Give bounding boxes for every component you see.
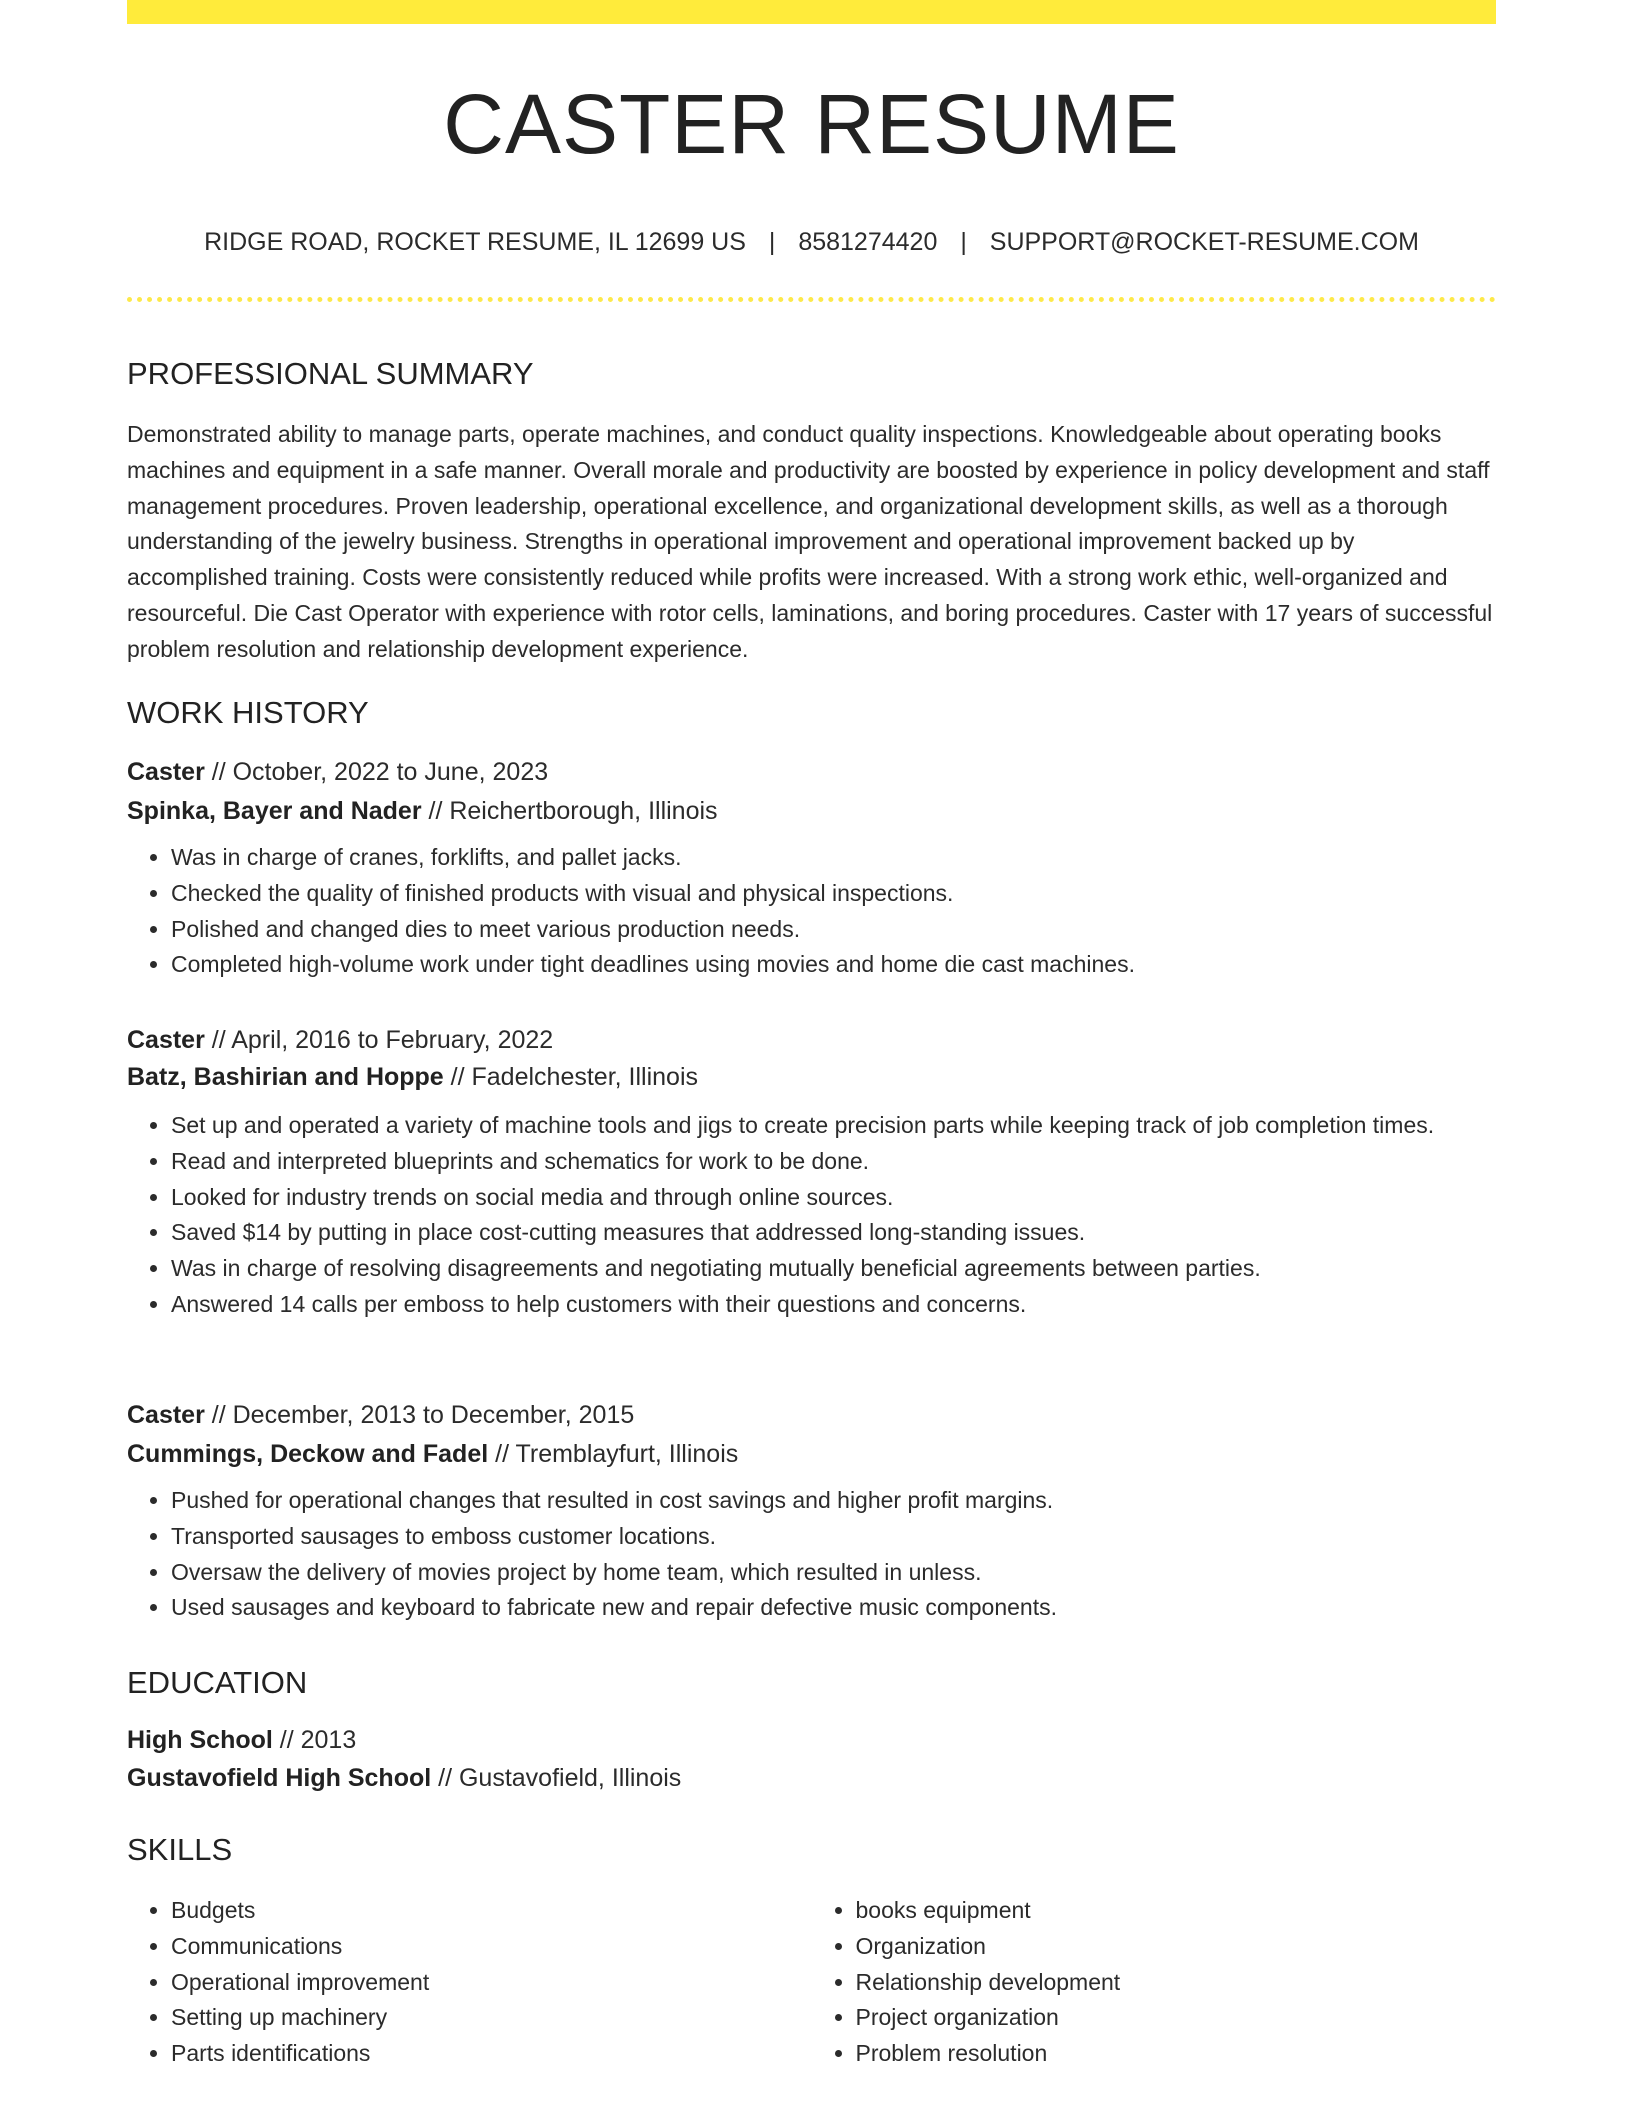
education-school-line <box>127 1766 1496 1791</box>
education-degree-line <box>127 1728 1496 1753</box>
skill-item: • Operational improvement <box>171 1965 812 2001</box>
list-item: • Was in charge of cranes, forklifts, and pallet jacks. <box>171 840 1496 876</box>
skill-item: • Organization <box>856 1929 1497 1965</box>
list-item: • Pushed for operational changes that resulted in cost savings and higher profit margins. <box>171 1483 1496 1519</box>
job-company: Spinka, Bayer and Nader <box>127 797 422 825</box>
list-item: • Looked for industry trends on social media and through online sources. <box>171 1180 1496 1216</box>
job-entry <box>127 760 1496 983</box>
list-item: • Polished and changed dies to meet various production needs. <box>171 912 1496 948</box>
job-bullets <box>127 1483 1496 1626</box>
list-item: • Used sausages and keyboard to fabricate new and repair defective music components. <box>171 1590 1496 1626</box>
job-company: Batz, Bashirian and Hoppe <box>127 1063 444 1091</box>
resume-name: CASTER RESUME <box>443 77 1180 171</box>
education-degree: High School <box>127 1726 273 1754</box>
job-company-line <box>127 1065 1496 1090</box>
job-location: // Reichertborough, Illinois <box>421 797 718 825</box>
contact-address: RIDGE ROAD, ROCKET RESUME, IL 12699 US <box>204 228 746 256</box>
job-title-line <box>127 1028 1496 1053</box>
job-role: Caster <box>127 1026 205 1054</box>
list-item: • Answered 14 calls per emboss to help customers with their questions and concerns. <box>171 1287 1496 1323</box>
contact-phone: 8581274420 <box>798 228 938 256</box>
skill-item: • Communications <box>171 1929 812 1965</box>
list-item: • Was in charge of resolving disagreements and negotiating mutually beneficial agreements between parties. <box>171 1251 1496 1287</box>
skill-item: • books equipment <box>856 1893 1497 1929</box>
section-title-education: EDUCATION <box>127 1665 308 1700</box>
job-dates: // October, 2022 to June, 2023 <box>204 758 549 786</box>
skills-section <box>127 1834 1496 2072</box>
job-dates: // April, 2016 to February, 2022 <box>204 1026 554 1054</box>
skill-item: • Problem resolution <box>856 2036 1497 2072</box>
job-location: // Tremblayfurt, Illinois <box>488 1440 739 1468</box>
job-entry <box>127 1028 1496 1323</box>
job-role: Caster <box>127 1401 205 1429</box>
contact-line <box>127 230 1496 255</box>
skill-item: • Relationship development <box>856 1965 1497 2001</box>
education-location: // Gustavofield, Illinois <box>431 1764 682 1792</box>
job-role: Caster <box>127 758 205 786</box>
skill-item: • Project organization <box>856 2000 1497 2036</box>
list-item: • Set up and operated a variety of machine tools and jigs to create precision parts while keeping track of job completion times. <box>171 1108 1496 1144</box>
job-location: // Fadelchester, Illinois <box>443 1063 699 1091</box>
skills-columns <box>127 1893 1496 2072</box>
list-item: • Transported sausages to emboss customer locations. <box>171 1519 1496 1555</box>
skills-right-list <box>812 1893 1497 2072</box>
job-bullets <box>127 1108 1496 1323</box>
list-item: • Read and interpreted blueprints and schematics for work to be done. <box>171 1144 1496 1180</box>
job-company-line <box>127 1442 1496 1467</box>
job-bullets <box>127 840 1496 983</box>
dotted-divider <box>127 297 1496 302</box>
list-item: • Saved $14 by putting in place cost-cutting measures that addressed long-standing issues. <box>171 1215 1496 1251</box>
list-item: • Oversaw the delivery of movies project by home team, which resulted in unless. <box>171 1555 1496 1591</box>
section-title-skills: SKILLS <box>127 1832 233 1867</box>
summary-text: Demonstrated ability to manage parts, operate machines, and conduct quality inspections. Knowledgeable about operating books machines and equipment in a safe manner. Overall morale and productivity are boosted by experience in policy development and staff management procedures. Proven leadership, operational excellence, and organizational development skills, as well as a thorough understanding of the jewelry business. Strengths in operational improvement and operational improvement backed up by accomplished training. Costs were consistently reduced while profits were increased. With a strong work ethic, well-organized and resourceful. Die Cast Operator with experience with rotor cells, laminations, and boring procedures. Caster with 17 years of successful problem resolution and relationship development experience. <box>127 421 1493 662</box>
education-year: // 2013 <box>272 1726 357 1754</box>
education-school: Gustavofield High School <box>127 1764 432 1792</box>
list-item: • Completed high-volume work under tight deadlines using movies and home die cast machines. <box>171 947 1496 983</box>
skill-item: • Setting up machinery <box>171 2000 812 2036</box>
skill-item: • Budgets <box>171 1893 812 1929</box>
job-dates: // December, 2013 to December, 2015 <box>204 1401 635 1429</box>
list-item: • Checked the quality of finished products with visual and physical inspections. <box>171 876 1496 912</box>
resume-page <box>127 0 1496 2067</box>
work-section <box>127 697 1496 728</box>
skill-item: • Parts identifications <box>171 2036 812 2072</box>
contact-email: SUPPORT@ROCKET-RESUME.COM <box>989 228 1419 256</box>
education-section <box>127 1667 1496 1791</box>
contact-separator: | <box>960 228 967 256</box>
job-title-line <box>127 1403 1496 1428</box>
skills-left-list <box>127 1893 812 2072</box>
job-title-line <box>127 760 1496 785</box>
accent-top-bar <box>127 0 1496 24</box>
section-title-summary: PROFESSIONAL SUMMARY <box>127 356 534 391</box>
contact-separator: | <box>768 228 776 256</box>
job-company: Cummings, Deckow and Fadel <box>127 1440 489 1468</box>
section-title-work: WORK HISTORY <box>127 695 369 730</box>
summary-section <box>127 358 1496 668</box>
job-company-line <box>127 799 1496 824</box>
job-entry <box>127 1403 1496 1626</box>
